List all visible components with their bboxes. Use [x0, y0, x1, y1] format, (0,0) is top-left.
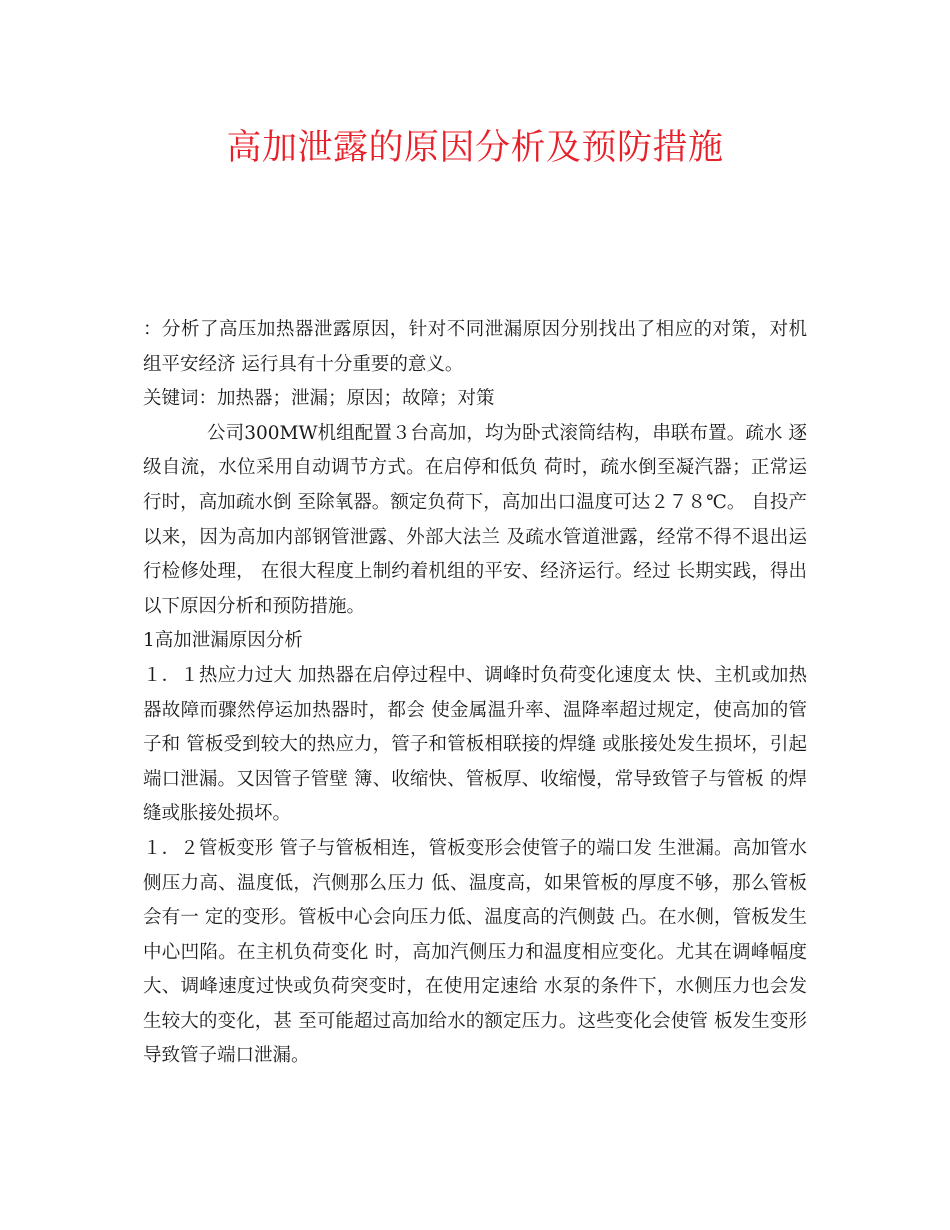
- abstract-paragraph: ：分析了高压加热器泄露原因，针对不同泄漏原因分别找出了相应的对策，对机组平安经济 运行具有十分重要的意义。: [143, 319, 807, 375]
- document-body: [143, 313, 807, 1074]
- intro-paragraph: 公司300MW机组配置３台高加，均为卧式滚筒结构，串联布置。疏水 逐级自流，水位采用自动调节方式。在启停和低负 荷时，疏水倒至凝汽器；正常运行时，高加疏水倒 至除氧器。额定负荷下，高加出口温度可达２７８℃。 自投产以来，因为高加内部钢管泄露、外部大法兰 及疏水管道泄露，经常不得不退出运行检修处理， 在很大程度上制约着机组的平安、经济运行。经过 长期实践，得出以下原因分析和预防措施。: [143, 422, 807, 617]
- section-1-heading: 1高加泄漏原因分析: [143, 630, 303, 652]
- section-1-2-paragraph: １．２管板变形 管子与管板相连，管板变形会使管子的端口发 生泄漏。高加管水侧压力高、温度低，汽侧那么压力 低、温度高，如果管板的厚度不够，那么管板会有一 定的变形。管板中心会向压力低、温度高的汽侧鼓 凸。在水侧，管板发生中心凹陷。在主机负荷变化 时，高加汽侧压力和温度相应变化。尤其在调峰幅度大、调峰速度过快或负荷突变时，在使用定速给 水泵的条件下，水侧压力也会发生较大的变化，甚 至可能超过高加给水的额定压力。这些变化会使管 板发生变形导致管子端口泄漏。: [143, 837, 807, 1067]
- keywords-line: 关键词：加热器；泄漏；原因；故障；对策: [143, 388, 495, 410]
- document-title: 高加泄露的原因分析及预防措施: [226, 128, 724, 168]
- section-1-1-paragraph: １．１热应力过大 加热器在启停过程中、调峰时负荷变化速度太 快、主机或加热器故障而骤然停运加热器时，都会 使金属温升率、温降率超过规定，使高加的管子和 管板受到较大的热应力，管子和管板相联接的焊缝 或胀接处发生损坏，引起端口泄漏。又因管子管壁 簿、收缩快、管板厚、收缩慢，常导致管子与管板 的焊缝或胀接处损坏。: [143, 664, 807, 825]
